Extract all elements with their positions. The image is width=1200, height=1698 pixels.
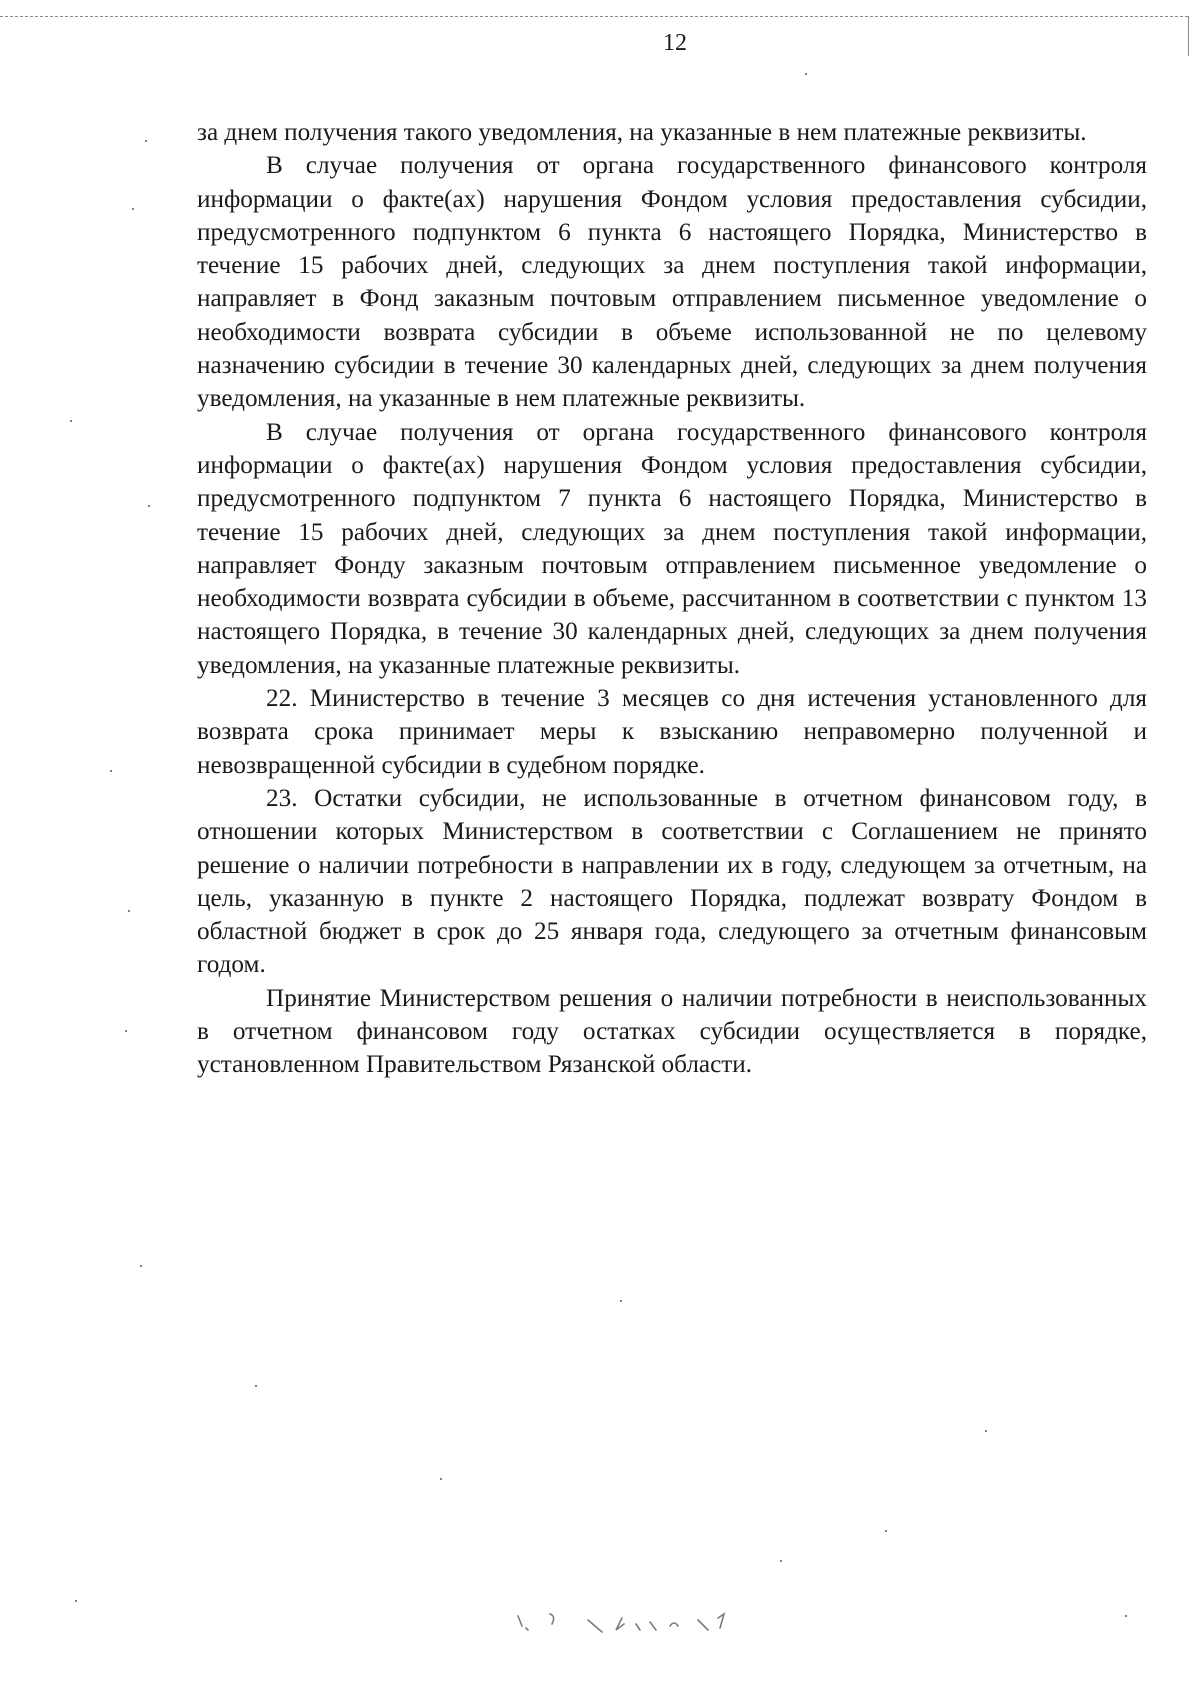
document-body [197,116,1147,1082]
paragraph-decision: Принятие Министерством решения о наличии потребности в неиспользованных в отчетном финансовом году остатках субсидии осуществляется в порядке, установленном Правительством Рязанской области. [197,984,1147,1079]
scan-speck [75,1600,77,1602]
scan-top-border [0,16,1188,17]
scan-speck [620,1300,622,1302]
page-number: 12 [663,30,687,56]
paragraph-continuation: за днем получения такого уведомления, на указанные в нем платежные реквизиты. [197,119,1087,146]
faint-stamp-marks [510,1606,790,1642]
scan-speck [145,140,147,142]
scan-speck [985,1430,987,1432]
paragraph-item-22: 22. Министерство в течение 3 месяцев со дня истечения установленного для возврата срока принимает меры к взысканию неправомерно полученной и невозвращенной субсидии в судебном порядке. [197,685,1147,779]
scan-speck [255,1385,257,1387]
scan-speck [70,420,72,422]
scan-speck [140,1265,142,1267]
scan-speck [440,1478,442,1480]
paragraph-subparagraph-7: В случае получения от органа государственного финансового контроля информации о факте(ах) нарушения Фондом условия предоставления субсидии, предусмотренного подпунктом 7 пункта 6 настоящего Порядка, Министерство в течение 15 рабочих дней, следующих за днем поступления такой информации, направляет Фонду заказным почтовым отправлением письменное уведомление о необходимости возврата субсидии в объеме, рассчитанном в соответствии с пунктом 13 настоящего Порядка, в течение 30 календарных дней, следующих за днем получения уведомления, на указанные платежные реквизиты. [197,418,1147,679]
scan-speck [148,505,150,507]
scan-speck [125,1030,127,1032]
scan-speck [1125,1615,1127,1617]
paragraph-item-23: 23. Остатки субсидии, не использованные в отчетном финансовом году, в отношении которых Министерством в соответствии с Соглашением не принято решение о наличии потребности в направлении их в году, следующем за отчетным, на цель, указанную в пункте 2 настоящего Порядка, подлежат возврату Фондом в областной бюджет в срок до 25 января года, следующего за отчетным финансовым годом. [197,784,1147,979]
scan-speck [128,910,130,912]
scan-speck [110,770,112,772]
scan-speck [780,1560,782,1562]
scan-speck [805,73,807,75]
paragraph-subparagraph-6: В случае получения от органа государственного финансового контроля информации о факте(ах) нарушения Фондом условия предоставления субсидии, предусмотренного подпунктом 6 пункта 6 настоящего Порядка, Министерство в течение 15 рабочих дней, следующих за днем поступления такой информации, направляет в Фонд заказным почтовым отправлением письменное уведомление о необходимости возврата субсидии в объеме использованной не по целевому назначению субсидии в течение 30 календарных дней, следующих за днем получения уведомления, на указанные в нем платежные реквизиты. [197,152,1147,413]
scan-speck [132,208,134,210]
scan-speck [885,1530,887,1532]
